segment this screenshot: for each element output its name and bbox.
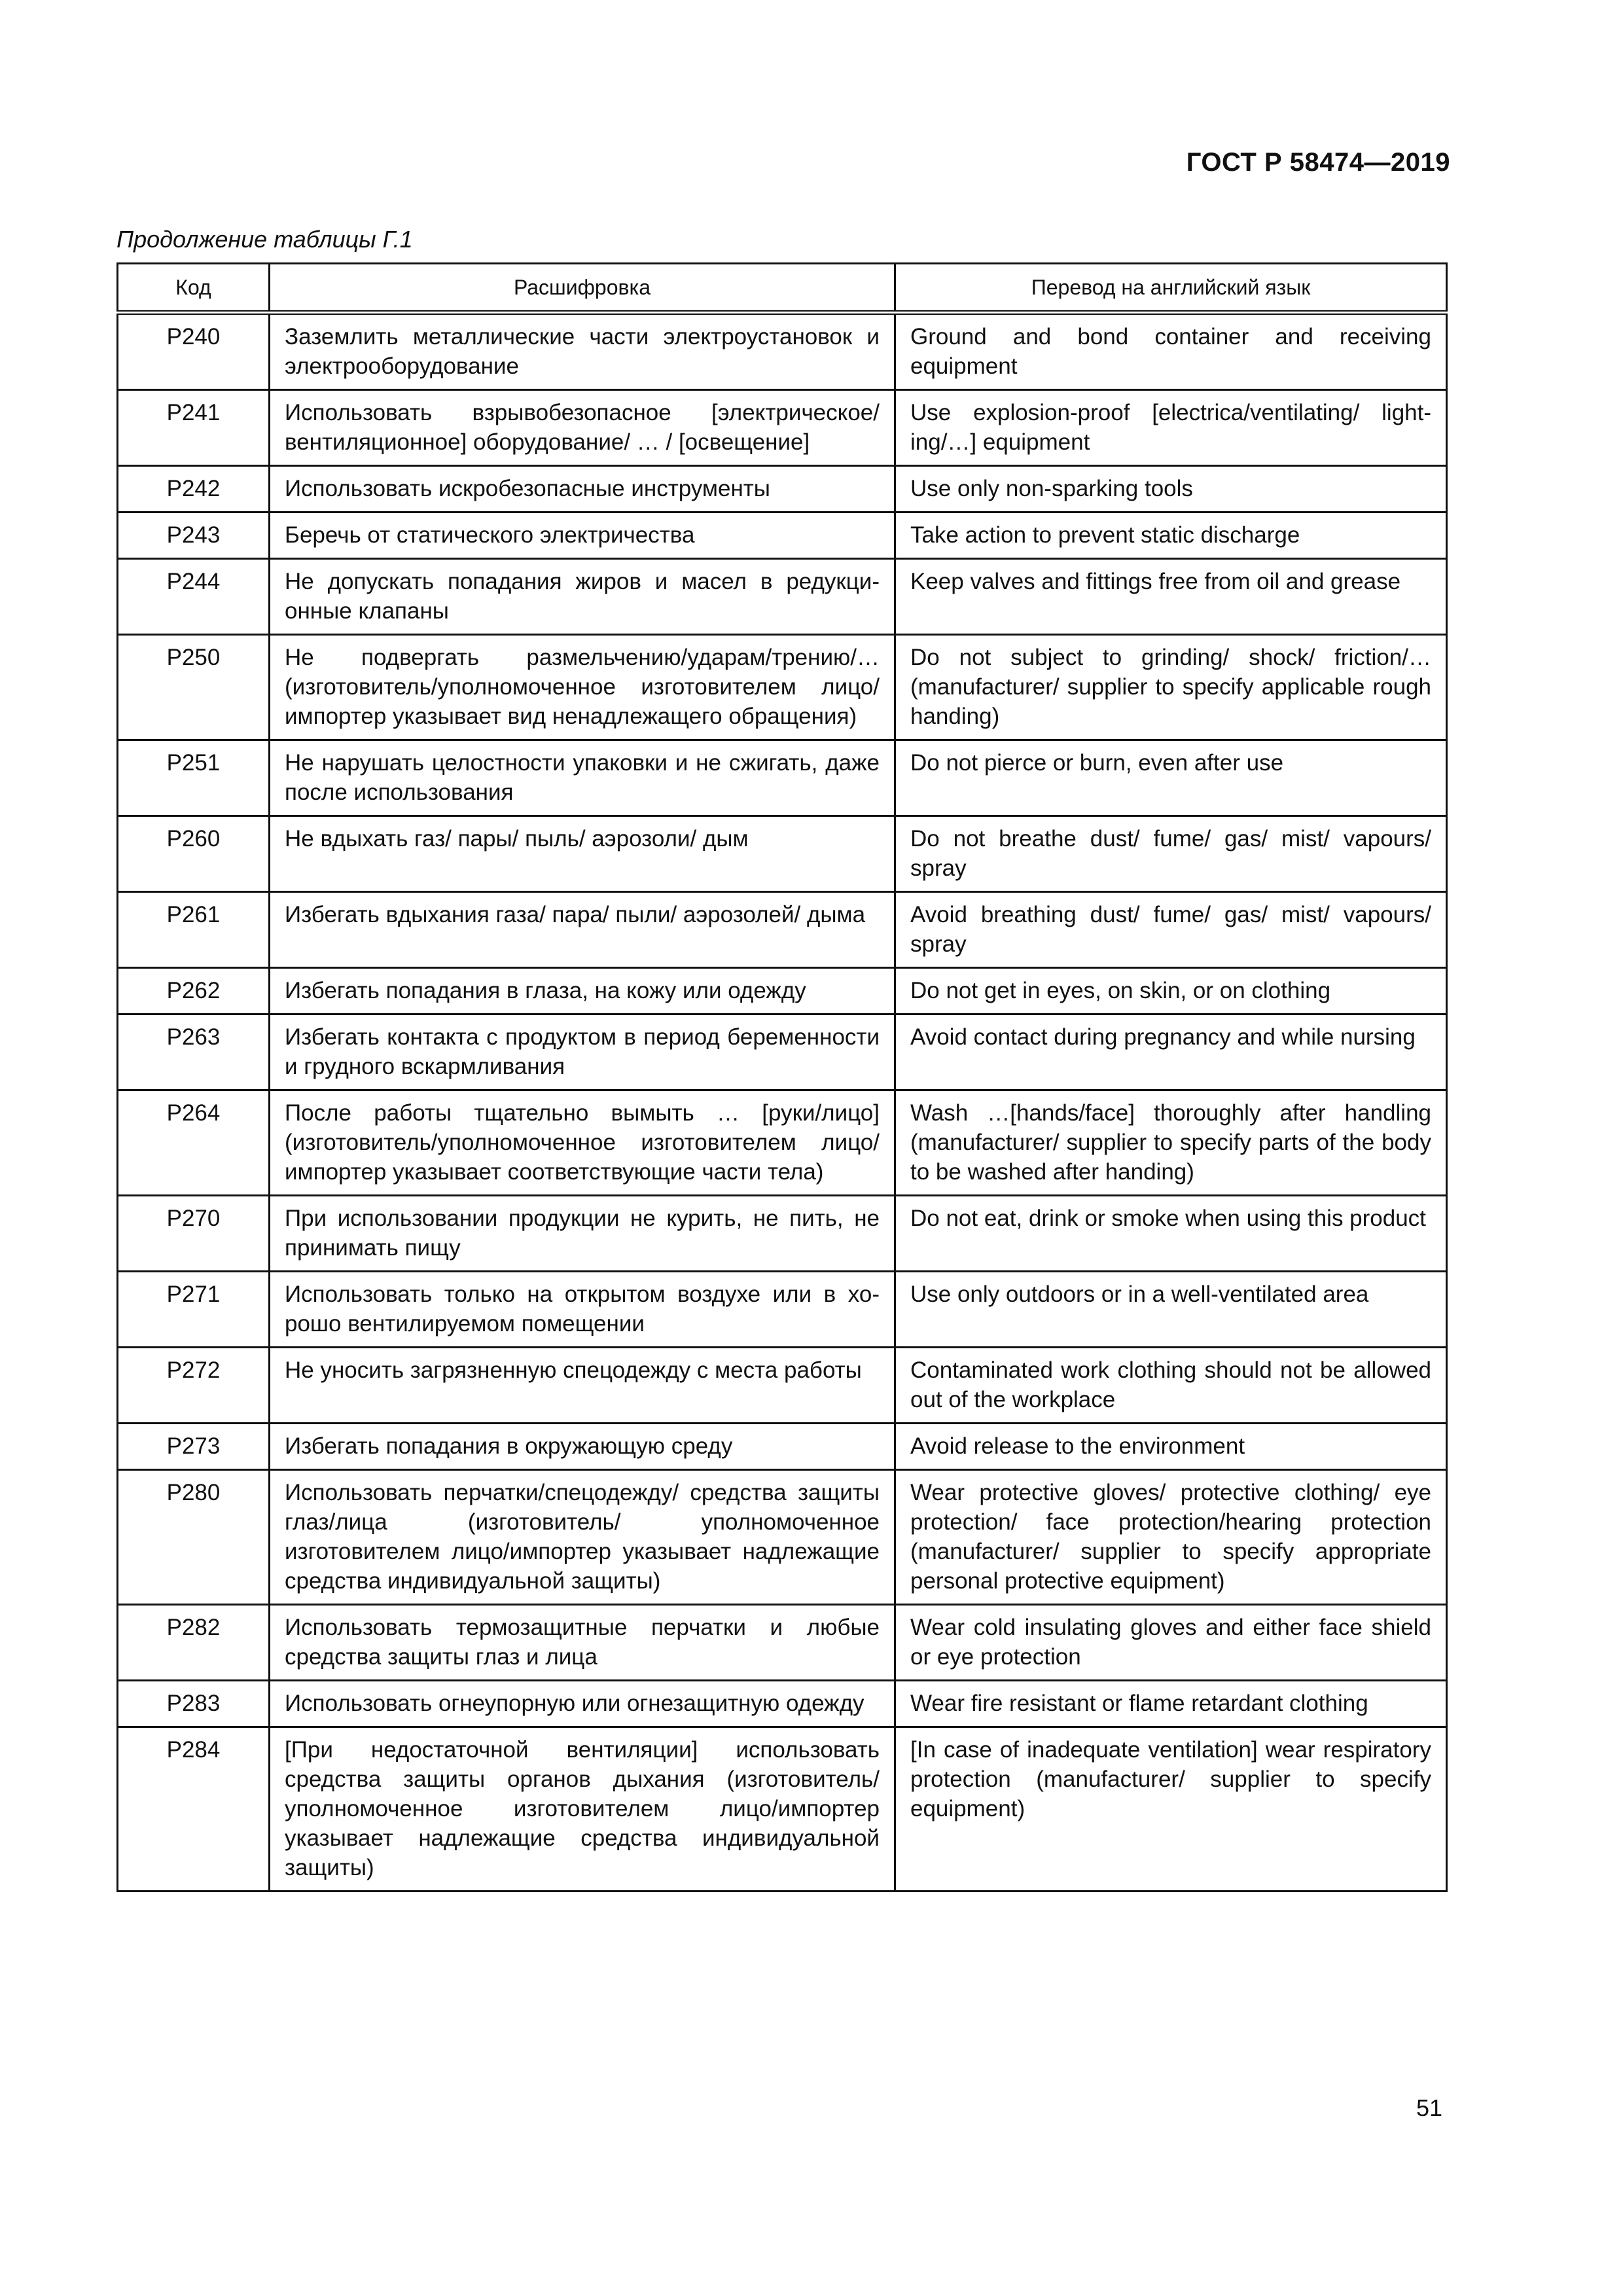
translation-cell: Avoid release to the environment	[895, 1424, 1447, 1470]
description-cell: Избегать попадания в окружающую среду	[270, 1424, 895, 1470]
table-row	[118, 1014, 1447, 1090]
translation-cell: Ground and bond container and receiving equipment	[895, 313, 1447, 390]
code-cell: Р283	[118, 1681, 270, 1727]
description-cell: Избегать вдыхания газа/ пара/ пыли/ аэрозолей/ дыма	[270, 892, 895, 968]
table-header-row	[118, 264, 1447, 313]
table-row	[118, 1090, 1447, 1196]
translation-cell: Contaminated work clothing should not be allowed out of the workplace	[895, 1348, 1447, 1424]
description-cell: Использовать термозащитные перчатки и любые средства защиты глаз и лица	[270, 1605, 895, 1681]
description-cell: Не вдыхать газ/ пары/ пыль/ аэрозоли/ дым	[270, 816, 895, 892]
translation-cell: Take action to prevent static discharge	[895, 512, 1447, 559]
code-cell: Р262	[118, 968, 270, 1014]
table-row	[118, 635, 1447, 740]
description-cell: Не подвергать размельчению/ударам/трению/… (изготовитель/уполномоченное изготовителем лицо/импортер указывает вид ненадлежащего обращения)	[270, 635, 895, 740]
description-cell: После работы тщательно вымыть … [руки/лицо] (изготовитель/уполномоченное изготовителем лицо/импортер указывает соответствующие части тела)	[270, 1090, 895, 1196]
description-cell: Избегать попадания в глаза, на кожу или одежду	[270, 968, 895, 1014]
description-cell: При использовании продукции не курить, не пить, не принимать пищу	[270, 1196, 895, 1272]
translation-cell: Wear cold insulating gloves and either face shield or eye protection	[895, 1605, 1447, 1681]
table-row	[118, 1727, 1447, 1892]
table-row	[118, 1470, 1447, 1605]
code-cell: Р242	[118, 466, 270, 512]
code-cell: Р260	[118, 816, 270, 892]
translation-cell: Keep valves and fittings free from oil and grease	[895, 559, 1447, 635]
translation-cell: Do not get in eyes, on skin, or on clothing	[895, 968, 1447, 1014]
code-cell: Р284	[118, 1727, 270, 1892]
table-row	[118, 1681, 1447, 1727]
table-row	[118, 559, 1447, 635]
table-row	[118, 892, 1447, 968]
code-cell: Р282	[118, 1605, 270, 1681]
page-number: 51	[1416, 2094, 1442, 2121]
table-row	[118, 1605, 1447, 1681]
translation-cell: Do not breathe dust/ fume/ gas/ mist/ vapours/ spray	[895, 816, 1447, 892]
code-cell: Р273	[118, 1424, 270, 1470]
table-body	[118, 313, 1447, 1892]
table-row	[118, 1196, 1447, 1272]
table-row	[118, 313, 1447, 390]
description-cell: Не уносить загрязненную спецодежду с места работы	[270, 1348, 895, 1424]
table-row	[118, 1348, 1447, 1424]
column-header-translation: Перевод на английский язык	[895, 264, 1447, 313]
code-cell: Р243	[118, 512, 270, 559]
code-cell: Р280	[118, 1470, 270, 1605]
table-row	[118, 512, 1447, 559]
description-cell: Беречь от статического электричества	[270, 512, 895, 559]
table-row	[118, 466, 1447, 512]
code-cell: Р263	[118, 1014, 270, 1090]
hazard-codes-table	[116, 262, 1448, 1892]
table-row	[118, 740, 1447, 816]
translation-cell: Wash …[hands/face] thoroughly after handling (manufacturer/ supplier to specify parts of the body to be washed after handing)	[895, 1090, 1447, 1196]
description-cell: Использовать искробезопасные инструменты	[270, 466, 895, 512]
description-cell: Использовать перчатки/спецодежду/ средства защиты глаз/лица (изготовитель/ уполномоченное изготовителем лицо/импортер указывает надлежащие средства индивидуальной защиты)	[270, 1470, 895, 1605]
code-cell: Р251	[118, 740, 270, 816]
table-header	[118, 264, 1447, 313]
table-row	[118, 1272, 1447, 1348]
translation-cell: Do not pierce or burn, even after use	[895, 740, 1447, 816]
code-cell: Р261	[118, 892, 270, 968]
description-cell: [При недостаточной вентиляции] использовать средства защиты органов дыхания (изготовитель/ уполномоченное изготовителем лицо/импортер указывает надлежащие средства индивидуальной защиты)	[270, 1727, 895, 1892]
code-cell: Р241	[118, 390, 270, 466]
translation-cell: Wear protective gloves/ protective clothing/ eye protection/ face protection/hearing protection (manufacturer/ supplier to specify appropriate personal protective equipment)	[895, 1470, 1447, 1605]
translation-cell: Do not subject to grinding/ shock/ friction/… (manufacturer/ supplier to specify applicable rough handing)	[895, 635, 1447, 740]
translation-cell: [In case of inadequate ventilation] wear respiratory protection (manufacturer/ supplier to specify equipment)	[895, 1727, 1447, 1892]
column-header-code: Код	[118, 264, 270, 313]
translation-cell: Avoid breathing dust/ fume/ gas/ mist/ vapours/ spray	[895, 892, 1447, 968]
code-cell: Р272	[118, 1348, 270, 1424]
translation-cell: Use only non-sparking tools	[895, 466, 1447, 512]
description-cell: Не допускать попадания жиров и масел в редукционные клапаны	[270, 559, 895, 635]
description-cell: Избегать контакта с продуктом в период беременности и грудного вскармливания	[270, 1014, 895, 1090]
code-cell: Р270	[118, 1196, 270, 1272]
table-row	[118, 968, 1447, 1014]
code-cell: Р271	[118, 1272, 270, 1348]
code-cell: Р250	[118, 635, 270, 740]
code-cell: Р240	[118, 313, 270, 390]
description-cell: Использовать огнеупорную или огнезащитную одежду	[270, 1681, 895, 1727]
code-cell: Р244	[118, 559, 270, 635]
column-header-description: Расшифровка	[270, 264, 895, 313]
table-row	[118, 816, 1447, 892]
translation-cell: Use only outdoors or in a well-ventilated area	[895, 1272, 1447, 1348]
table-row	[118, 390, 1447, 466]
description-cell: Использовать взрывобезопасное [электрическое/ вентиляционное] оборудование/ … / [освещение]	[270, 390, 895, 466]
description-cell: Использовать только на открытом воздухе или в хорошо вентилируемом помещении	[270, 1272, 895, 1348]
translation-cell: Avoid contact during pregnancy and while nursing	[895, 1014, 1447, 1090]
translation-cell: Use explosion-proof [electrica/ventilating/ lighting/…] equipment	[895, 390, 1447, 466]
code-cell: Р264	[118, 1090, 270, 1196]
description-cell: Не нарушать целостности упаковки и не сжигать, даже после использования	[270, 740, 895, 816]
table-caption: Продолжение таблицы Г.1	[116, 226, 413, 253]
table-row	[118, 1424, 1447, 1470]
description-cell: Заземлить металлические части электроустановок и электрооборудование	[270, 313, 895, 390]
document-code: ГОСТ Р 58474—2019	[1186, 148, 1450, 177]
translation-cell: Wear fire resistant or flame retardant clothing	[895, 1681, 1447, 1727]
translation-cell: Do not eat, drink or smoke when using this product	[895, 1196, 1447, 1272]
